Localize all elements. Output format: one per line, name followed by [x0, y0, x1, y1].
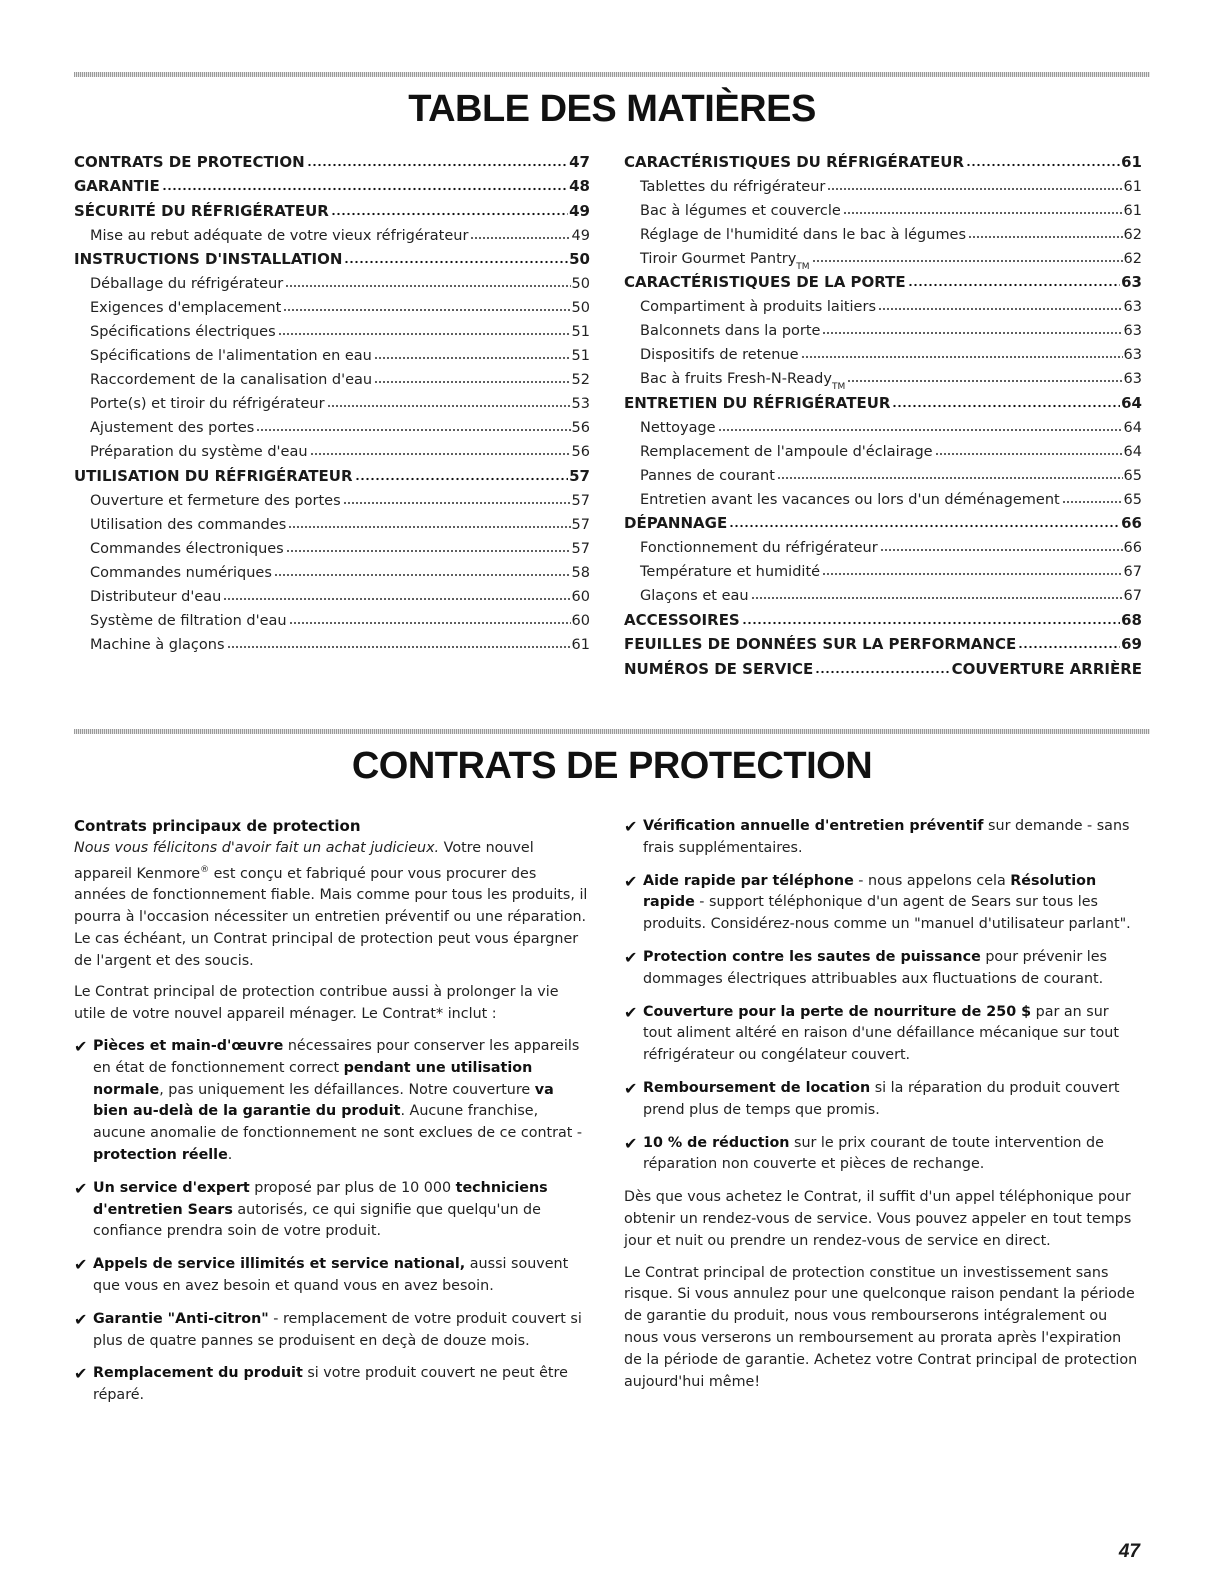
dot-leader: [374, 352, 571, 360]
toc-entry-title: CARACTÉRISTIQUES DU RÉFRIGÉRATEUR: [624, 152, 965, 171]
toc-entry-title: Ouverture et fermeture des portes: [90, 492, 341, 509]
toc-section-entry: [624, 387, 1142, 412]
toc-page-number: 50: [571, 276, 590, 292]
dot-leader: [470, 232, 570, 240]
appointment-paragraph: Dès que vous achetez le Contrat, il suffit d'un appel téléphonique pour obtenir un rendez-vous de service. Vous pouvez appeler en tout temps jour et nuit ou prendre un rendez-vous de service en direct.: [624, 1189, 1132, 1249]
toc-entry-title: Tiroir Gourmet Pantry: [640, 250, 797, 267]
checkmark-icon: ✔: [624, 871, 638, 891]
toc-entry-title: GARANTIE: [74, 177, 160, 195]
toc-page-number: 58: [571, 564, 590, 581]
toc-page-number: 60: [571, 588, 590, 605]
dot-leader: [812, 255, 1123, 263]
toc-page-number: 64: [1123, 419, 1142, 436]
dot-leader: [966, 159, 1120, 167]
toc-entry-title: ENTRETIEN DU RÉFRIGÉRATEUR: [624, 393, 891, 412]
toc-entry-title: UTILISATION DU RÉFRIGÉRATEUR: [74, 466, 353, 485]
toc-page-number: 66: [1123, 540, 1142, 556]
toc-entry-title: Raccordement de la canalisation d'eau: [90, 372, 373, 388]
toc-subsection-entry: [74, 557, 590, 581]
benefit-item: [74, 1178, 590, 1243]
toc-entry-title: Tablettes du réfrigérateur: [640, 178, 826, 195]
benefit-text: 10 % de réduction sur le prix courant de toute intervention de réparation non couverte et pièces de rechange.: [643, 1134, 1104, 1173]
toc-page-number: 52: [571, 372, 590, 388]
toc-section-entry: [624, 629, 1142, 654]
toc-entry-title: Déballage du réfrigérateur: [90, 276, 284, 292]
dot-leader: [227, 641, 571, 649]
toc-entry-title: Dispositifs de retenue: [640, 347, 799, 363]
dot-leader: [892, 400, 1120, 408]
benefit-text: Garantie "Anti-citron" - remplacement de votre produit couvert si plus de quatre pannes se produisent en deçà de douze mois.: [93, 1310, 582, 1349]
benefit-item: [624, 1133, 1142, 1177]
toc-page-number: 51: [571, 348, 590, 364]
dot-leader: [327, 400, 571, 408]
toc-subsection-entry: [624, 339, 1142, 363]
toc-subsection-entry: [624, 460, 1142, 484]
toc-subsection-entry: [624, 195, 1142, 219]
checkmark-icon: ✔: [624, 947, 638, 967]
checkmark-icon: ✔: [74, 1178, 88, 1198]
toc-entry-title: Balconnets dans la porte: [640, 323, 821, 339]
toc-subsection-entry: [624, 171, 1142, 195]
benefit-item: [624, 816, 1142, 860]
toc-page-number: 65: [1123, 491, 1142, 508]
toc-page-number: 50: [569, 250, 590, 268]
toc-entry-title: Réglage de l'humidité dans le bac à légumes: [640, 226, 967, 243]
benefit-text: Un service d'expert proposé par plus de 10 000 techniciens d'entretien Sears autorisés, ce qui signifie que quelqu'un de confiance prendra soin de votre produit.: [93, 1179, 548, 1240]
toc-entry-title: INSTRUCTIONS D'INSTALLATION: [74, 250, 343, 268]
toc-subsection-entry: [74, 485, 590, 509]
toc-section-entry: [624, 267, 1142, 292]
toc-page-number: 63: [1123, 323, 1142, 339]
toc-entry-title: Spécifications électriques: [90, 324, 276, 340]
toc-page-number: 57: [571, 516, 590, 533]
dot-leader: [847, 375, 1122, 383]
toc-page-number: 49: [571, 227, 590, 244]
dot-leader: [331, 208, 568, 216]
toc-subsection-entry: [74, 388, 590, 412]
toc-subsection-entry: [624, 556, 1142, 580]
checkmark-icon: ✔: [74, 1309, 88, 1329]
dot-leader: [742, 617, 1120, 625]
toc-subsection-entry: [624, 484, 1142, 508]
toc-entry-title: Compartiment à produits laitiers: [640, 299, 876, 315]
toc-subsection-entry: [74, 412, 590, 436]
risk-free-paragraph: Le Contrat principal de protection constitue un investissement sans risque. Si vous annulez pour une quelconque raison pendant la période de garantie du produit, nous vous rembourserons intégralement ou nous vous verserons un remboursement au prorata après l'expiration de la période de garantie. Achetez votre Contrat principal de protection aujourd'hui même!: [624, 1264, 1138, 1390]
dot-leader: [751, 592, 1123, 600]
dot-leader: [968, 231, 1123, 239]
toc-entry-title: Glaçons et eau: [640, 588, 749, 604]
toc-entry-title: Nettoyage: [640, 419, 716, 436]
dot-leader: [310, 448, 571, 456]
toc-subsection-entry: [624, 580, 1142, 604]
toc-page-number: 50: [571, 300, 590, 316]
toc-page-number: 56: [571, 444, 590, 460]
toc-entry-title: Commandes électroniques: [90, 540, 284, 557]
contract-includes-paragraph: Le Contrat principal de protection contribue aussi à prolonger la vie utile de votre nouvel appareil ménager. Le Contrat* inclut :: [74, 984, 559, 1023]
toc-page-number: 61: [1123, 202, 1142, 219]
toc-entry-title: Ajustement des portes: [90, 420, 255, 436]
checkmark-icon: ✔: [74, 1255, 88, 1275]
toc-page-number: 53: [571, 396, 590, 412]
benefit-text: Remplacement du produit si votre produit couvert ne peut être réparé.: [93, 1365, 568, 1404]
dot-leader: [283, 304, 570, 312]
toc-entry-title: Entretien avant les vacances ou lors d'un déménagement: [640, 491, 1060, 508]
benefit-item: [624, 947, 1142, 991]
toc-entry-title: Préparation du système d'eau: [90, 444, 308, 460]
dot-leader: [274, 569, 571, 577]
dot-leader: [718, 424, 1123, 432]
dot-leader: [878, 303, 1123, 311]
toc-entry-title: Spécifications de l'alimentation en eau: [90, 348, 372, 364]
toc-entry-title: Remplacement de l'ampoule d'éclairage: [640, 443, 933, 460]
toc-entry-title: Système de filtration d'eau: [90, 612, 287, 629]
right-benefits-list: [624, 816, 1142, 1176]
toc-entry-title: Pannes de courant: [640, 467, 775, 484]
benefit-text: Pièces et main-d'œuvre nécessaires pour conserver les appareils en état de fonctionnement correct pendant une utilisation normale, pas uniquement les défaillances. Notre couverture va bien au-delà de la garantie du produit. Aucune franchise, aucune anomalie de fonctionnement ne sont exclues de ce contrat - protection réelle.: [93, 1037, 583, 1163]
benefit-text: Protection contre les sautes de puissance pour prévenir les dommages électriques attribuables aux fluctuations de courant.: [643, 948, 1107, 987]
dot-leader: [256, 424, 570, 432]
benefit-item: [624, 871, 1142, 936]
toc-section-entry: [74, 146, 590, 171]
dot-leader: [343, 497, 571, 505]
checkmark-icon: ✔: [624, 1078, 638, 1098]
checkmark-icon: ✔: [624, 817, 638, 836]
toc-entry-title: FEUILLES DE DONNÉES SUR LA PERFORMANCE: [624, 635, 1017, 653]
toc-page-number: COUVERTURE ARRIÈRE: [951, 659, 1142, 678]
toc-subsection-entry: [624, 436, 1142, 460]
toc-page-number: 61: [571, 636, 590, 653]
toc-entry-title: Température et humidité: [640, 564, 821, 580]
toc-page-number: 63: [1123, 347, 1142, 363]
dot-leader: [355, 473, 569, 481]
toc-subsection-entry: [74, 581, 590, 605]
toc-section-entry: [624, 653, 1142, 678]
benefit-text: Vérification annuelle d'entretien préventif sur demande - sans frais supplémentaires.: [643, 818, 1130, 856]
toc-section-entry: [74, 171, 590, 196]
toc-right-column: [624, 146, 1142, 678]
toc-page-number: 51: [571, 324, 590, 340]
left-benefits-list: [74, 1036, 590, 1407]
toc-page-number: 63: [1121, 273, 1142, 291]
toc-subsection-entry: [74, 509, 590, 533]
toc-left-column: [74, 146, 590, 653]
dot-leader: [815, 666, 950, 674]
toc-page-number: 49: [569, 201, 590, 220]
benefit-item: [74, 1309, 590, 1353]
toc-subsection-entry: [74, 629, 590, 653]
toc-page-number: 69: [1121, 635, 1142, 653]
benefit-text: Remboursement de location si la réparation du produit couvert prend plus de temps que promis.: [643, 1079, 1120, 1118]
dot-leader: [344, 256, 568, 264]
contracts-right-column: [624, 816, 1142, 1403]
toc-page-number: 63: [1123, 371, 1142, 387]
toc-entry-title: CONTRATS DE PROTECTION: [74, 152, 305, 171]
toc-subsection-entry: [624, 291, 1142, 315]
checkmark-icon: ✔: [624, 1133, 638, 1153]
dot-leader: [822, 327, 1122, 335]
toc-entry-title: CARACTÉRISTIQUES DE LA PORTE: [624, 273, 906, 291]
toc-page-number: 47: [569, 152, 590, 171]
dot-leader: [307, 159, 569, 167]
contracts-left-column: [74, 816, 590, 1418]
top-divider: [74, 72, 1150, 77]
toc-subsection-entry: Tiroir Gourmet Pantry TM 62: [640, 250, 1142, 272]
toc-section-entry: [624, 604, 1142, 629]
toc-subsection-entry: [74, 292, 590, 316]
dot-leader: [908, 279, 1121, 287]
toc-page-number: 62: [1123, 250, 1142, 267]
contracts-title: CONTRATS DE PROTECTION: [351, 745, 873, 787]
dot-leader: [935, 448, 1123, 456]
checkmark-icon: ✔: [624, 1002, 638, 1022]
dot-leader: [729, 520, 1120, 528]
benefit-text: Appels de service illimités et service national, aussi souvent que vous en avez besoin et quand vous en avez besoin.: [93, 1256, 569, 1294]
dot-leader: [827, 183, 1122, 191]
dot-leader: [1018, 641, 1120, 649]
dot-leader: [843, 207, 1123, 215]
benefit-item: [74, 1254, 590, 1298]
toc-subsection-entry: [74, 605, 590, 629]
toc-entry-title: Bac à fruits Fresh-N-Ready: [640, 371, 832, 387]
benefit-text: Aide rapide par téléphone - nous appelons cela Résolution rapide - support téléphonique d'un agent de Sears sur tous les produits. Considérez-nous comme un "manuel d'utilisateur parlant".: [643, 872, 1131, 933]
dot-leader: [801, 351, 1123, 359]
toc-section-entry: [624, 146, 1142, 171]
toc-subsection-entry: [74, 268, 590, 292]
toc-entry-title: Distributeur d'eau: [90, 588, 222, 605]
toc-section-entry: [624, 508, 1142, 533]
toc-page-number: 63: [1123, 299, 1142, 315]
toc-page-number: 62: [1123, 226, 1142, 243]
dot-leader: [288, 521, 570, 529]
toc-entry-title: Commandes numériques: [90, 564, 272, 581]
toc-subsection-entry: [74, 340, 590, 364]
toc-entry-title: DÉPANNAGE: [624, 514, 728, 532]
benefit-item: [74, 1036, 590, 1167]
toc-entry-title: Exigences d'emplacement: [90, 300, 282, 316]
benefit-item: [74, 1363, 590, 1407]
toc-page-number: 67: [1123, 588, 1142, 604]
dot-leader: [777, 472, 1123, 480]
toc-page-number: 57: [571, 492, 590, 509]
toc-subsection-entry: [74, 220, 590, 244]
checkmark-icon: ✔: [74, 1036, 88, 1056]
toc-page-number: 57: [569, 466, 590, 485]
toc-subsection-entry: [74, 436, 590, 460]
toc-page-number: 64: [1121, 393, 1142, 412]
toc-entry-title: Mise au rebut adéquate de votre vieux réfrigérateur: [90, 227, 469, 244]
toc-entry-title: Machine à glaçons: [90, 636, 225, 653]
toc-subsection-entry: [624, 532, 1142, 556]
dot-leader: [289, 617, 571, 625]
dot-leader: [223, 593, 570, 601]
toc-section-entry: [74, 460, 590, 485]
toc-page-number: 66: [1121, 514, 1142, 532]
toc-entry-title: Bac à légumes et couvercle: [640, 202, 841, 219]
toc-entry-title: SÉCURITÉ DU RÉFRIGÉRATEUR: [74, 201, 329, 220]
toc-page-number: 64: [1123, 443, 1142, 460]
toc-page-number: 68: [1121, 610, 1142, 629]
toc-page-number: 65: [1123, 467, 1142, 484]
toc-entry-title: Utilisation des commandes: [90, 516, 287, 533]
toc-subsection-entry: [624, 219, 1142, 243]
toc-page-number: 57: [571, 540, 590, 557]
toc-subsection-entry: [74, 364, 590, 388]
dot-leader: [1062, 496, 1123, 504]
checkmark-icon: ✔: [74, 1364, 88, 1384]
dot-leader: [286, 545, 571, 553]
toc-page-number: 67: [1123, 564, 1142, 580]
dot-leader: [278, 328, 571, 336]
page-number: 47: [1118, 1541, 1140, 1562]
intro-paragraph: Nous vous félicitons d'avoir fait un achat judicieux. Votre nouvel appareil Kenmore® est conçu et fabriqué pour vous procurer des années de fonctionnement fiable. Mais comme pour tous les produits, il pourra à l'occasion nécessiter un entretien préventif ou une réparation. Le cas échéant, un Contrat principal de protection peut vous épargner de l'argent et des soucis.: [74, 839, 588, 969]
toc-subsection-entry: [624, 315, 1142, 339]
dot-leader: [374, 376, 570, 384]
toc-subsection-entry: [74, 533, 590, 557]
toc-page-number: 61: [1121, 152, 1142, 171]
toc-title: TABLE DES MATIÈRES: [408, 88, 816, 130]
toc-entry-title: ACCESSOIRES: [624, 610, 740, 629]
toc-subsection-entry: [74, 316, 590, 340]
toc-section-entry: [74, 244, 590, 269]
toc-entry-title: NUMÉROS DE SERVICE: [624, 659, 814, 678]
toc-entry-title: Fonctionnement du réfrigérateur: [640, 540, 878, 556]
benefit-item: [624, 1002, 1142, 1067]
toc-subsection-entry: Bac à fruits Fresh-N-Ready TM 63: [640, 371, 1142, 392]
toc-page-number: 48: [569, 177, 590, 195]
toc-page-number: 60: [571, 612, 590, 629]
benefit-text: Couverture pour la perte de nourriture de 250 $ par an sur tout aliment altéré en raison d'une défaillance mécanique sur tout réfrigérateur ou congélateur couvert.: [643, 1003, 1119, 1064]
dot-leader: [822, 568, 1123, 576]
contracts-subheading: Contrats principaux de protection: [74, 817, 361, 835]
toc-page-number: 61: [1123, 178, 1142, 195]
benefit-item: [624, 1078, 1142, 1122]
toc-section-entry: [74, 195, 590, 220]
dot-leader: [880, 544, 1123, 552]
middle-divider: [74, 729, 1150, 734]
dot-leader: [162, 183, 568, 191]
toc-subsection-entry: [624, 412, 1142, 436]
toc-page-number: 56: [571, 420, 590, 436]
toc-entry-title: Porte(s) et tiroir du réfrigérateur: [90, 396, 325, 412]
dot-leader: [285, 280, 570, 288]
